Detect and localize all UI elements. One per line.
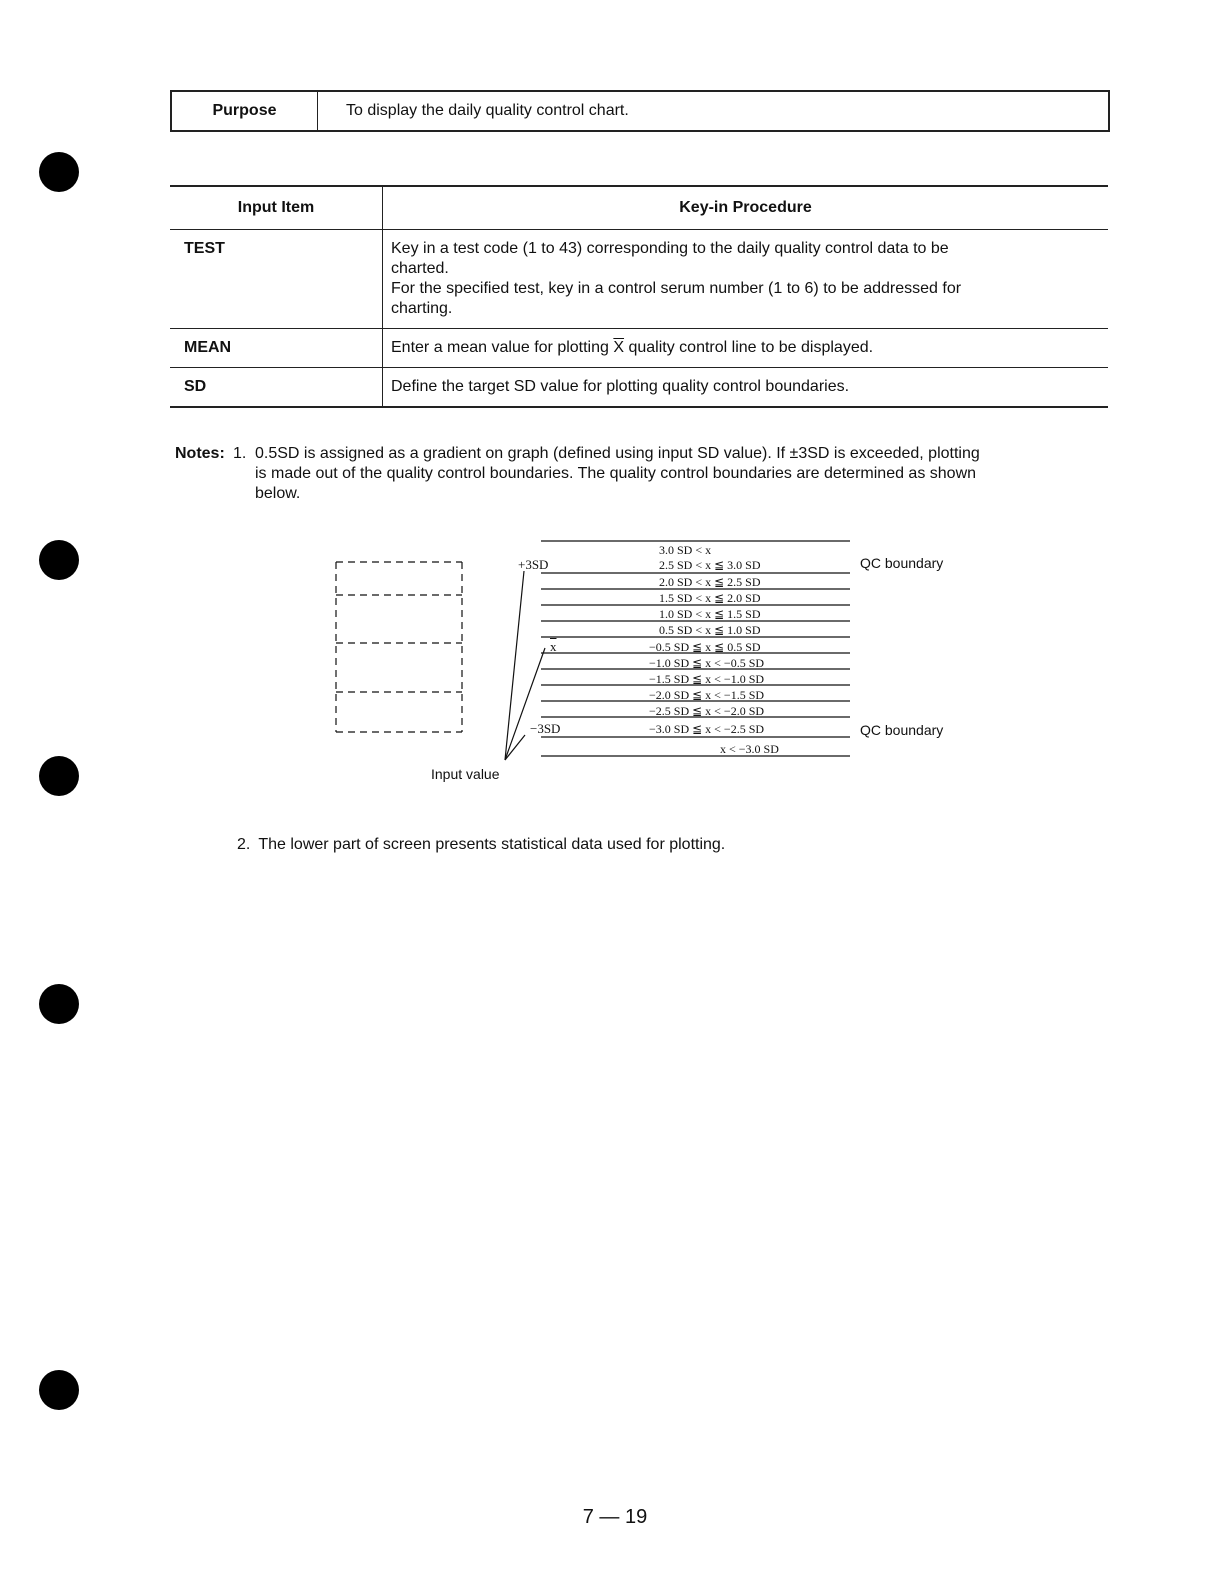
purpose-text: To display the daily quality control chart. (346, 102, 629, 119)
table-row (170, 230, 1108, 329)
range-label: 0.5 SD < x ≦ 1.0 SD (659, 623, 761, 637)
purpose-label: Purpose (172, 92, 318, 130)
note-2-text: The lower part of screen presents statistical data used for plotting. (258, 836, 726, 853)
procedure-text: quality control line to be displayed. (624, 339, 874, 356)
range-label: −0.5 SD ≦ x ≦ 0.5 SD (649, 640, 761, 654)
range-label: 1.5 SD < x ≦ 2.0 SD (659, 591, 761, 605)
row-item-mean: MEAN (170, 329, 383, 368)
procedure-line: For the specified test, key in a control serum number (1 to 6) to be addressed for (391, 280, 962, 297)
page-number: 7 — 19 (582, 1506, 648, 1528)
binder-hole (39, 1370, 79, 1410)
header-key-in-procedure: Key-in Procedure (383, 186, 1109, 230)
qc-boundary-upper: QC boundary (860, 555, 944, 571)
screen-box-outline (336, 562, 462, 732)
note-2-number: 2. (237, 836, 251, 853)
procedure-line: charted. (391, 260, 449, 277)
notes-label: Notes: (175, 445, 225, 462)
range-label: −1.5 SD ≦ x < −1.0 SD (649, 672, 765, 686)
binder-hole (39, 756, 79, 796)
x-bar-symbol: $\overline{X}$ (613, 339, 625, 356)
header-input-item: Input Item (170, 186, 383, 230)
purpose-box (170, 90, 1110, 132)
table-header-row (170, 186, 1108, 230)
binder-hole (39, 540, 79, 580)
qc-boundary-lower: QC boundary (860, 722, 944, 738)
range-label: 1.0 SD < x ≦ 1.5 SD (659, 607, 761, 621)
binder-hole (39, 984, 79, 1024)
range-label: −3.0 SD ≦ x < −2.5 SD (649, 722, 765, 736)
range-label: 2.5 SD < x ≦ 3.0 SD (659, 558, 761, 572)
table-row (170, 368, 1108, 408)
row-item-sd: SD (170, 368, 383, 408)
range-label: −1.0 SD ≦ x < −0.5 SD (649, 656, 765, 670)
range-label: x < −3.0 SD (720, 742, 779, 756)
table-row (170, 329, 1108, 368)
note-1-body (255, 444, 1085, 504)
row-procedure-mean (383, 329, 1109, 368)
plus-3sd-label: +3SD (518, 557, 549, 572)
minus-3sd-label: −3SD (530, 721, 561, 736)
note-1-line: below. (255, 485, 301, 502)
range-label: −2.0 SD ≦ x < −1.5 SD (649, 688, 765, 702)
row-procedure-sd: Define the target SD value for plotting quality control boundaries. (383, 368, 1109, 408)
row-procedure-test (383, 230, 1109, 329)
range-label: 3.0 SD < x (659, 543, 712, 557)
note-1-line: is made out of the quality control boundaries. The quality control boundaries are determined as shown (255, 465, 977, 482)
procedure-text: Enter a mean value for plotting (391, 339, 614, 356)
x-bar-label: $\overline{x}$ (550, 639, 557, 654)
range-label: −2.5 SD ≦ x < −2.0 SD (649, 704, 765, 718)
note-1-line: 0.5SD is assigned as a gradient on graph (defined using input SD value). If ±3SD is exceeded, plotting (255, 445, 980, 462)
range-label: 2.0 SD < x ≦ 2.5 SD (659, 575, 761, 589)
procedure-line: Key in a test code (1 to 43) corresponding to the daily quality control data to be (391, 240, 949, 257)
note-1-number: 1. (233, 445, 247, 462)
input-value-label: Input value (431, 766, 500, 782)
procedure-line: charting. (391, 300, 453, 317)
row-item-test: TEST (170, 230, 383, 329)
note-2 (237, 836, 725, 854)
input-table (170, 185, 1108, 408)
binder-hole (39, 152, 79, 192)
